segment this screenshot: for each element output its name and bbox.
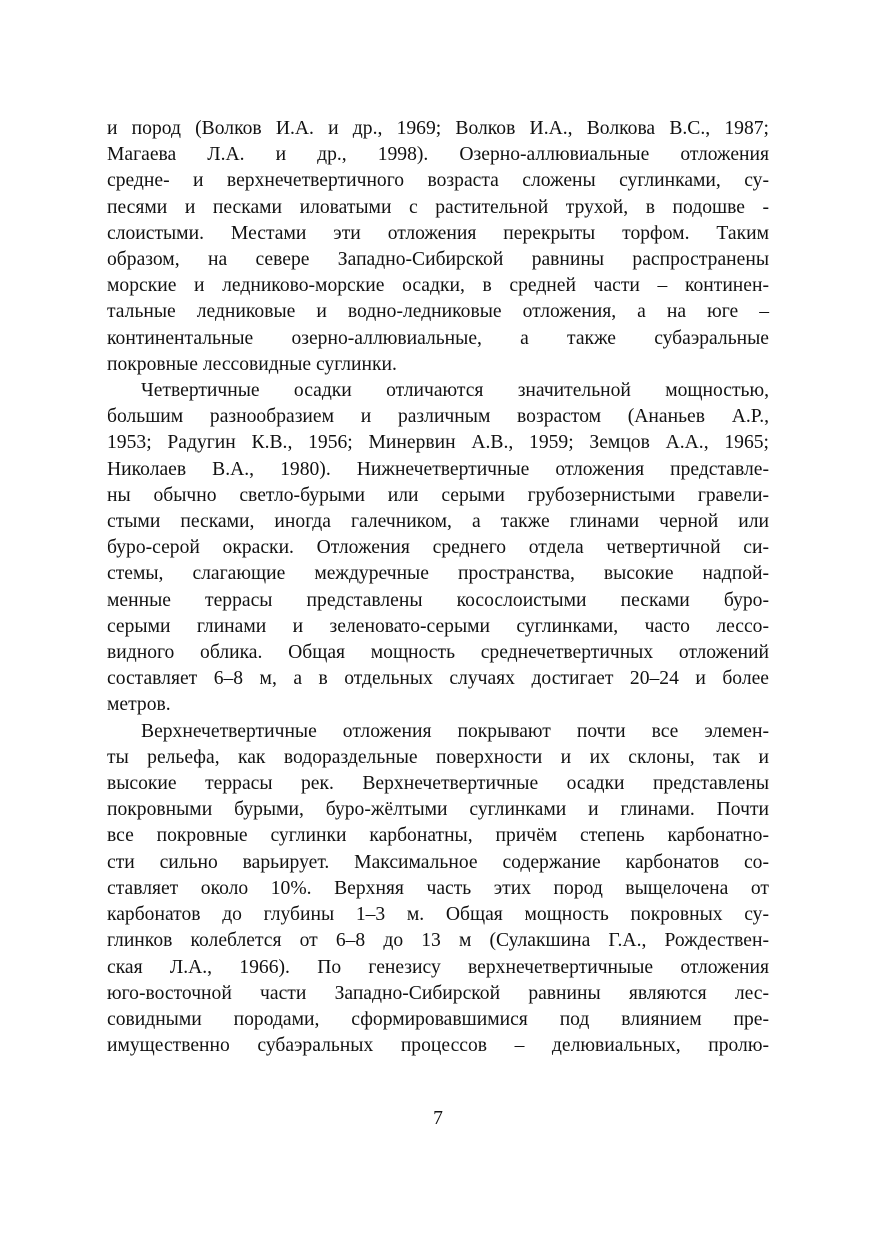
text-line: юго-восточной части Западно-Сибирской равнины являются лес- xyxy=(107,982,769,1004)
paragraph xyxy=(107,378,769,719)
text-line: совидными породами, сформировавшимися под влиянием пре- xyxy=(107,1008,769,1030)
text-line: составляет 6–8 м, а в отдельных случаях достигает 20–24 и более xyxy=(107,668,769,690)
text-line: видного облика. Общая мощность среднечетвертичных отложений xyxy=(107,642,769,664)
text-line: ская Л.А., 1966). По генезису верхнечетвертичныые отложения xyxy=(107,956,769,978)
text-line: менные террасы представлены косослоистыми песками буро- xyxy=(107,589,769,611)
text-line: стемы, слагающие междуречные пространства, высокие надпой- xyxy=(107,563,769,585)
paragraph xyxy=(107,719,769,1060)
text-line: метров. xyxy=(107,694,171,716)
text-line: имущественно субаэральных процессов – делювиальных, пролю- xyxy=(107,1035,769,1057)
text-line: большим разнообразием и различным возрастом (Ананьев А.Р., xyxy=(107,406,769,428)
text-line: ставляет около 10%. Верхняя часть этих пород выщелочена от xyxy=(107,877,769,899)
text-line: средне- и верхнечетвертичного возраста сложены суглинками, су- xyxy=(107,170,769,192)
text-line: покровные лессовидные суглинки. xyxy=(107,353,397,375)
text-line: сти сильно варьирует. Максимальное содержание карбонатов со- xyxy=(107,851,769,873)
text-line: карбонатов до глубины 1–3 м. Общая мощность покровных су- xyxy=(107,904,769,926)
page-number: 7 xyxy=(433,1108,443,1129)
text-line: серыми глинами и зеленовато-серыми суглинками, часто лессо- xyxy=(107,615,769,637)
text-line: буро-серой окраски. Отложения среднего отдела четвертичной си- xyxy=(107,537,769,559)
text-line: Верхнечетвертичные отложения покрывают почти все элемен- xyxy=(141,720,769,742)
text-line: песями и песками иловатыми с растительной трухой, в подошве - xyxy=(107,196,769,218)
text-line: континентальные озерно-аллювиальные, а также субаэральные xyxy=(107,327,769,349)
text-line: Магаева Л.А. и др., 1998). Озерно-аллювиальные отложения xyxy=(107,144,769,166)
text-line: ты рельефа, как водораздельные поверхности и их склоны, так и xyxy=(107,746,769,768)
text-line: 1953; Радугин К.В., 1956; Минервин А.В., 1959; Земцов А.А., 1965; xyxy=(107,432,769,454)
text-line: высокие террасы рек. Верхнечетвертичные осадки представлены xyxy=(107,773,769,795)
text-line: ны обычно светло-бурыми или серыми грубозернистыми гравели- xyxy=(107,484,769,506)
text-line: Николаев В.А., 1980). Нижнечетвертичные отложения представле- xyxy=(107,458,769,480)
body-text xyxy=(107,116,769,1059)
text-line: образом, на севере Западно-Сибирской равнины распространены xyxy=(107,249,769,271)
text-line: тальные ледниковые и водно-ледниковые отложения, а на юге – xyxy=(107,301,769,323)
text-line: покровными бурыми, буро-жёлтыми суглинками и глинами. Почти xyxy=(107,799,769,821)
text-line: и пород (Волков И.А. и др., 1969; Волков И.А., Волкова В.С., 1987; xyxy=(107,118,769,139)
paragraph xyxy=(107,116,769,378)
text-line: все покровные суглинки карбонатны, причём степень карбонатно- xyxy=(107,825,769,847)
text-line: морские и ледниково-морские осадки, в средней части – континен- xyxy=(107,275,769,297)
text-line: стыми песками, иногда галечником, а также глинами черной или xyxy=(107,511,769,533)
text-line: глинков колеблется от 6–8 до 13 м (Сулакшина Г.А., Рождествен- xyxy=(107,930,769,952)
text-line: слоистыми. Местами эти отложения перекрыты торфом. Таким xyxy=(107,222,769,244)
text-line: Четвертичные осадки отличаются значительной мощностью, xyxy=(141,380,769,402)
